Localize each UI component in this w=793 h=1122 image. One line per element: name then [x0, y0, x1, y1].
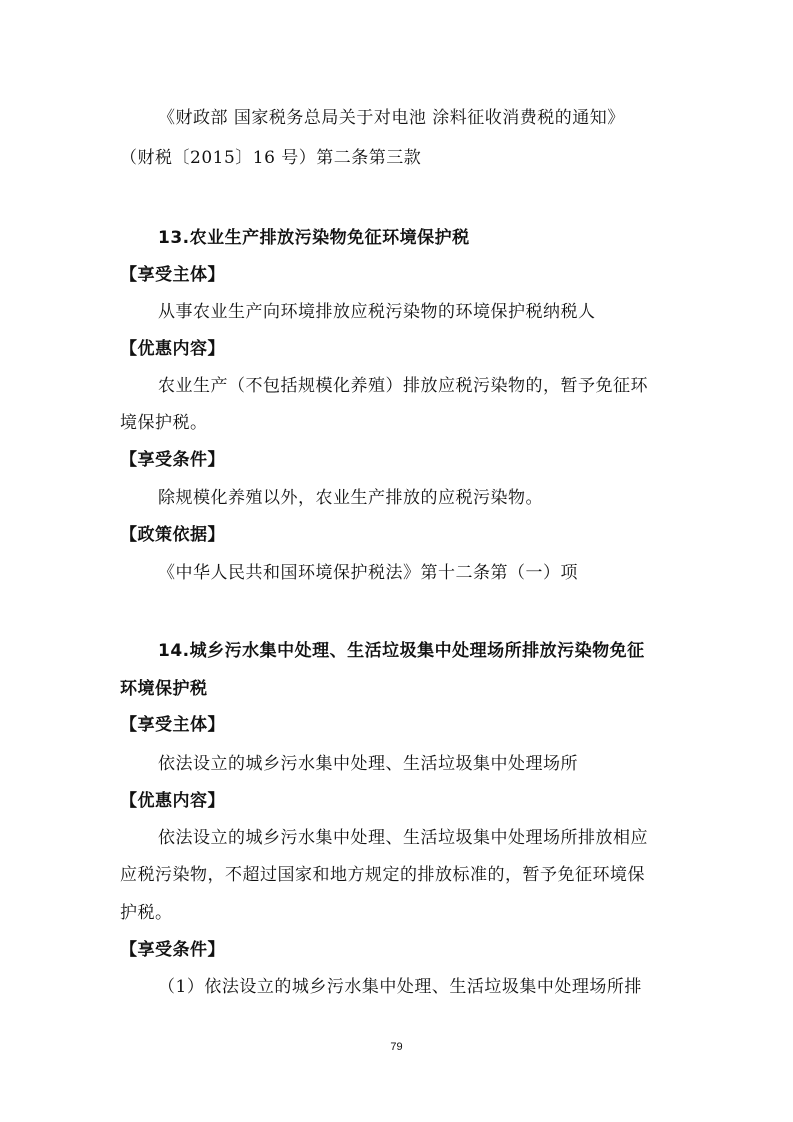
section-13-content-text: 境保护税。 [120, 413, 208, 433]
section-13-basis-label: 【政策依据】 [120, 525, 225, 545]
section-14-title: 环境保护税 [120, 679, 208, 699]
section-13-subject-text: 从事农业生产向环境排放应税污染物的环境保护税纳税人 [158, 302, 596, 322]
section-13-title: 13.农业生产排放污染物免征环境保护税 [158, 228, 470, 248]
section-13-condition-label: 【享受条件】 [120, 450, 225, 470]
policy-basis-line: （财税〔2015〕16 号）第二条第三款 [120, 148, 422, 168]
section-13-content-text: 农业生产（不包括规模化养殖）排放应税污染物的，暂予免征环 [158, 376, 648, 396]
section-14-condition-text: （1）依法设立的城乡污水集中处理、生活垃圾集中处理场所排 [158, 977, 642, 997]
section-13-basis-text: 《中华人民共和国环境保护税法》第十二条第（一）项 [158, 563, 578, 583]
section-13-subject-label: 【享受主体】 [120, 265, 225, 285]
section-14-title: 14.城乡污水集中处理、生活垃圾集中处理场所排放污染物免征 [158, 641, 645, 661]
section-13-content-label: 【优惠内容】 [120, 339, 225, 359]
section-14-content-label: 【优惠内容】 [120, 791, 225, 811]
page-number: 79 [390, 1041, 403, 1053]
section-13-condition-text: 除规模化养殖以外，农业生产排放的应税污染物。 [158, 488, 543, 508]
section-14-content-text: 应税污染物，不超过国家和地方规定的排放标准的，暂予免征环境保 [120, 865, 645, 885]
section-14-condition-label: 【享受条件】 [120, 940, 225, 960]
section-14-content-text: 护税。 [120, 903, 173, 923]
section-14-subject-text: 依法设立的城乡污水集中处理、生活垃圾集中处理场所 [158, 754, 578, 774]
policy-basis-line: 《财政部 国家税务总局关于对电池 涂料征收消费税的通知》 [158, 108, 625, 128]
section-14-content-text: 依法设立的城乡污水集中处理、生活垃圾集中处理场所排放相应 [158, 828, 648, 848]
section-14-subject-label: 【享受主体】 [120, 715, 225, 735]
